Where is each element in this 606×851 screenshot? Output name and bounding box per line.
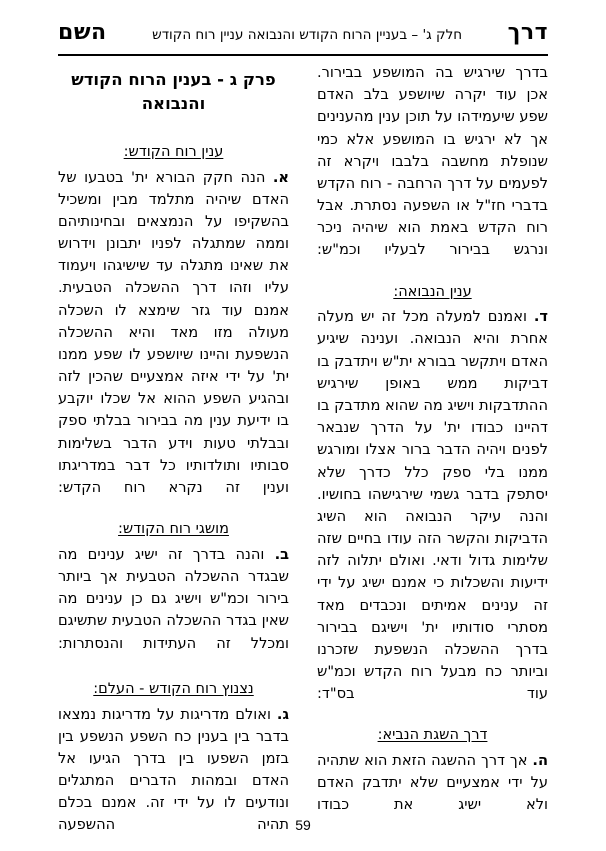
paragraph-heh <box>317 750 548 817</box>
heading-inyan-hanevuah: ענין הנבואה: <box>393 283 472 300</box>
page-number: 59 <box>295 817 311 833</box>
paragraph-dalet-text: ואמנם למעלה מכל זה יש מעלה אחרת והיא הנבואה. וענינה שיגיע האדם ויתקשר בבורא ית"ש ויתדבק בו דביקות ממש באופן שירגיש ההתדבקות וישיג מה שהוא מתדבק בו דהיינו כבודו ית' על הדרך שנבאר לפנים ויהיה הדבר ברור אצלו ומורגש ממנו בלי ספק כלל כדרך שלא יסתפק בדבר גשמי שירגישהו בחושיו. והנה עיקר הנבואה הוא השיג הדביקות והקשר הזה עודו בחיים שזה שלימות גדול ודאי. ואולם יתלוה לזה ידיעות והשכלות כי אמנם ישיג על ידי זה ענינים אמיתים ונכבדים מאד מסתרי סודותיו ית' וישיגם בבירור בדרך ההשכלה הנשפעת שזכרנו וביותר כח מבעל רוח הקדש וכמ"ש עוד בס"ד: <box>317 308 548 703</box>
paragraph-heh-text: אך דרך ההשגה הזאת הוא שתהיה על ידי אמצעיים שלא יתדבק האדם ולא ישיג את כבודו <box>317 752 548 814</box>
paragraph-bet-text: והנה בדרך זה ישיג ענינים מה שבגדר ההשכלה הטבעית אך ביותר בירור וכמ"ש וישיג גם כן ענינים מה שאין בגדר ההשכלה הטבעית שתשיגם ומכלל זה העתידות והנסתרות: <box>58 545 289 652</box>
column-left <box>317 62 549 814</box>
paragraph-alef <box>58 167 289 500</box>
paragraph-gimel-continued: בדרך שירגיש בה המושפע בבירור. אכן עוד יקרה שיושפע בלב האדם שפע שיעמידהו על תוכן ענין מהענינים אך לא ירגיש בו המושפע אלא כמי שנופלת מחשבה בלבבו ויקרא זה לפעמים על דרך הרחבה - רוח הקדש בדברי חז"ל או השפעה נסתרת. אבל רוח הקדש באמת הוא שיהיה ניכר ונרגש בבירור לבעליו וכמ"ש: <box>317 64 548 259</box>
paragraph-alef-text: הנה חקק הבורא ית' בטבעו של האדם שיהיה מתלמד מבין ומשכיל בהשקיפו על הנמצאים ובחינותיהם וממה שמתגלה לפניו יתבונן וידרוש את שאינו מתגלה עד שישיגהו ויעמוד עליו וזהו דרך ההשכלה הטבעית. אמנם עוד גזר שימצא לו השכלה מעולה מזו מאד והיא ההשכלה הנשפעת והיינו שיושפע לו שפע ממנו ית' על ידי איזה אמצעיים שהכין לזה ובהגיע השפע ההוא אל שכלו יוקבע בו ידיעת ענין מה בבירור בבלתי ספק ובבלתי טעות וידע הדבר בשלימות סבותיו ותולדותיו כל דבר במדריגתו וענין זה נקרא רוח הקדש: <box>58 168 289 496</box>
spacer <box>58 499 289 519</box>
column-right <box>58 62 290 834</box>
paragraph-marker-alef: א. <box>272 168 289 186</box>
header-book-title-right: דרך <box>507 20 548 45</box>
heading-nitznutz-ruach-hakodesh: נצנוץ רוח הקודש - העלם: <box>93 680 254 697</box>
spacer <box>317 262 548 282</box>
paragraph-dalet <box>317 306 548 705</box>
heading-inyan-ruach-hakodesh: ענין רוח הקודש: <box>123 143 224 160</box>
page-header <box>58 22 548 56</box>
heading-musagei-ruach-hakodesh: מושגי רוח הקודש: <box>118 521 229 538</box>
paragraph-marker-dalet: ד. <box>533 308 549 326</box>
header-book-title-left: השם <box>58 20 107 45</box>
paragraph-marker-gimel: ג. <box>276 705 289 723</box>
paragraph-marker-bet: ב. <box>274 545 290 563</box>
header-subtitle: חלק ג' – בעניין הרוח הקודש והנבואה עניין רוח הקודש <box>152 27 463 43</box>
paragraph-gimel-text: ואולם מדריגות על מדריגות נמצאו בדבר בין בענין כח השפע הנשפע בין בזמן השפעו בין בדרך הגיעו אל האדם ובמהות הדברים המתגלים ונודעים לו על ידי זה. אמנם בכלם תהיה ההשפעה <box>58 705 289 834</box>
chapter-title: פרק ג - בענין הרוח הקודש והנבואה <box>71 70 276 113</box>
spacer <box>317 705 548 725</box>
paragraph-marker-heh: ה. <box>532 752 548 770</box>
heading-derech-hasagat-hanavi: דרך השגת הנביא: <box>377 727 488 744</box>
paragraph-bet <box>58 544 289 655</box>
spacer <box>58 655 289 679</box>
